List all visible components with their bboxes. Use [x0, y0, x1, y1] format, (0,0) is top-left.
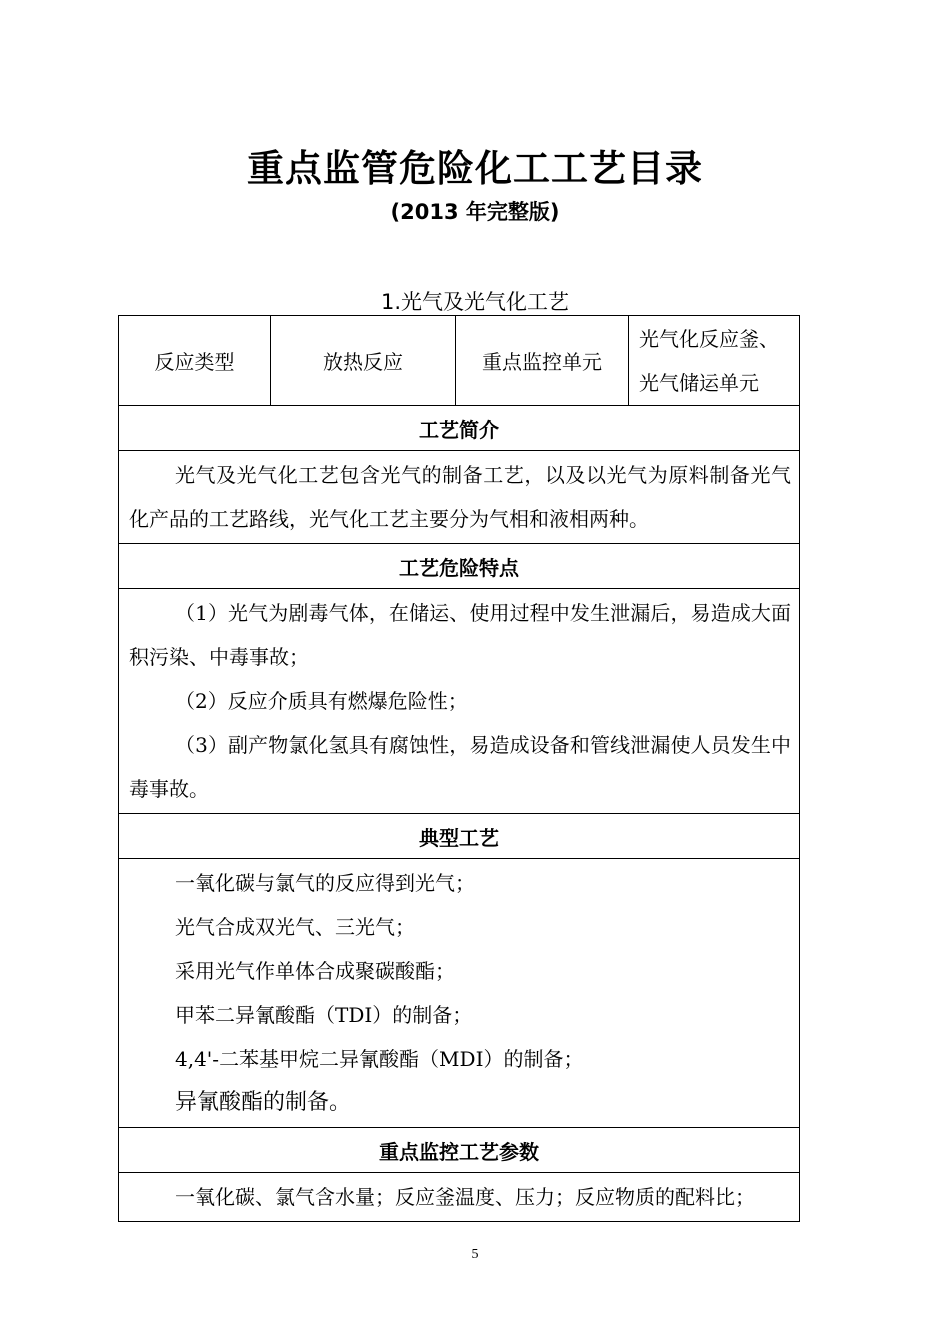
- monitor-unit-label: 重点监控单元: [456, 316, 629, 406]
- typical-item: 甲苯二异氰酸酯（TDI）的制备；: [175, 1003, 473, 1027]
- reaction-type-value: 放热反应: [271, 316, 456, 406]
- intro-body-row: [119, 451, 800, 544]
- hazards-heading: 工艺危险特点: [119, 544, 800, 589]
- hazards-heading-row: [119, 544, 800, 589]
- intro-text: 光气及光气化工艺包含光气的制备工艺，以及以光气为原料制备光气化产品的工艺路线，光气化工艺主要分为气相和液相两种。: [129, 463, 791, 531]
- hazards-body-row: [119, 589, 800, 814]
- monitor-unit-line-1: 光气化反应釜、: [639, 326, 779, 351]
- typical-item: 异氰酸酯的制备。: [175, 1090, 352, 1115]
- monitor-unit-line-2: 光气储运单元: [639, 370, 759, 395]
- page-number: 5: [471, 1247, 479, 1262]
- header-row: [119, 316, 800, 406]
- params-heading-row: [119, 1128, 800, 1173]
- typical-item: 4,4'-二苯基甲烷二异氰酸酯（MDI）的制备；: [175, 1047, 584, 1071]
- hazard-item: （2）反应介质具有燃爆危险性；: [175, 689, 468, 713]
- params-text: 一氧化碳、氯气含水量；反应釜温度、压力；反应物质的配料比；: [175, 1185, 755, 1209]
- hazard-item: （1）光气为剧毒气体，在储运、使用过程中发生泄漏后，易造成大面积污染、中毒事故；: [129, 601, 791, 669]
- document-title: 重点监管危险化工工艺目录: [247, 147, 703, 190]
- typical-item: 光气合成双光气、三光气；: [175, 915, 415, 939]
- typical-heading-row: [119, 814, 800, 859]
- typical-body: [119, 859, 800, 1128]
- intro-body: [119, 451, 800, 544]
- typical-item: 一氧化碳与氯气的反应得到光气；: [175, 871, 475, 895]
- section-title: 1.光气及光气化工艺: [380, 290, 570, 314]
- intro-heading: 工艺简介: [119, 406, 800, 451]
- intro-heading-row: [119, 406, 800, 451]
- hazards-body: [119, 589, 800, 814]
- process-table: [118, 315, 800, 1222]
- monitor-unit-value: [629, 316, 800, 406]
- params-body: [119, 1173, 800, 1222]
- typical-heading: 典型工艺: [119, 814, 800, 859]
- typical-body-row: [119, 859, 800, 1128]
- typical-item: 采用光气作单体合成聚碳酸酯；: [175, 959, 455, 983]
- reaction-type-label: 反应类型: [119, 316, 271, 406]
- params-heading: 重点监控工艺参数: [119, 1128, 800, 1173]
- hazard-item: （3）副产物氯化氢具有腐蚀性，易造成设备和管线泄漏使人员发生中毒事故。: [129, 733, 791, 801]
- document-subtitle: (2013 年完整版): [390, 200, 560, 224]
- params-body-row: [119, 1173, 800, 1222]
